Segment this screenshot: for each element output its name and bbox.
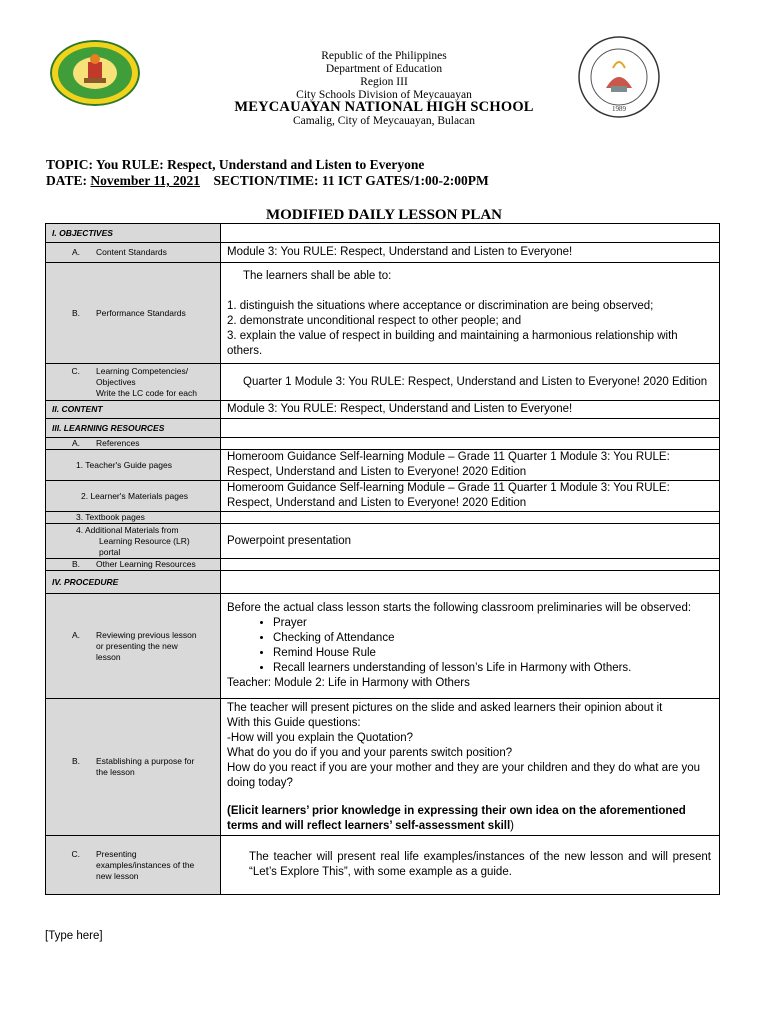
section-value: 11 ICT GATES/1:00-2:00PM <box>321 173 489 188</box>
header-region: Region III <box>360 76 408 88</box>
table-row <box>46 512 720 524</box>
topic-value: You RULE: Respect, Understand and Listen to Everyone <box>95 157 425 172</box>
header-division: City Schools Division of Meycauayan <box>296 89 472 101</box>
table-row <box>46 481 720 512</box>
value-learners-materials: Homeroom Guidance Self-learning Module – Grade 11 Quarter 1 Module 3: You RULE: Respect, Understand and Listen to Everyone! 2020 Edition <box>221 481 720 512</box>
preliminaries-list <box>227 616 713 676</box>
table-row: A. Content Standards Module 3: You RULE: Respect, Understand and Listen to Everyone! <box>46 243 720 263</box>
table-row: C. Learning Competencies/ Objectives Write the LC code for each Quarter 1 Module 3: You RULE: Respect, Understand and Listen to Everyone! 2020 Edition <box>46 364 720 401</box>
label-references: References <box>96 438 140 448</box>
topic-label: TOPIC: <box>46 157 94 172</box>
date-value: November 11, 2021 <box>90 173 201 188</box>
value-performance-standards: The learners shall be able to: 1. distinguish the situations where acceptance or discrimination are being observed; 2. demonstrate unconditional respect to other people; and 3. explain the value of respect in building and maintaining a harmonious relationship with others. <box>221 263 720 364</box>
table-row: B. Performance Standards The learners shall be able to: 1. distinguish the situations where acceptance or discrimination are being observed; 2. demonstrate unconditional respect to other people; and 3. explain the value of respect in building and maintaining a harmonious relationship with others. <box>46 263 720 364</box>
plan-title: MODIFIED DAILY LESSON PLAN <box>265 207 502 223</box>
section-content: II. CONTENT <box>52 404 103 414</box>
header-department: Department of Education <box>325 63 443 75</box>
value-teachers-guide: Homeroom Guidance Self-learning Module – Grade 11 Quarter 1 Module 3: You RULE: Respect, Understand and Listen to Everyone! 2020 Edition <box>221 450 720 481</box>
seal-year: 1989 <box>612 105 626 113</box>
value-additional-materials: Powerpoint presentation <box>221 524 720 559</box>
label-textbook: 3. Textbook pages <box>76 512 145 522</box>
label-competencies: Learning Competencies/ Objectives Write the LC code for each <box>96 365 197 398</box>
date-label: DATE: <box>46 173 88 188</box>
label-other-resources: Other Learning Resources <box>96 559 196 569</box>
value-content: Module 3: You RULE: Respect, Understand and Listen to Everyone! <box>221 401 720 419</box>
label-performance-standards: Performance Standards <box>96 307 186 318</box>
lesson-plan-table <box>45 223 720 895</box>
table-row: C. Presenting examples/instances of the new lesson The teacher will present real life examples/instances of the new lesson and will present “Let’s Explore This”, with some example as a guide. <box>46 836 720 895</box>
footer-placeholder: [Type here] <box>45 930 103 942</box>
label-presenting: Presenting examples/instances of the new lesson <box>96 848 195 881</box>
topic-line <box>46 157 424 173</box>
table-row: A. References <box>46 438 720 450</box>
table-row <box>46 450 720 481</box>
value-content-standards: Module 3: You RULE: Respect, Understand and Listen to Everyone! <box>221 243 720 263</box>
table-row <box>46 419 720 438</box>
school-address: Camalig, City of Meycauayan, Bulacan <box>292 115 476 127</box>
list-item: • Checking of Attendance <box>273 631 713 646</box>
label-purpose: Establishing a purpose for the lesson <box>96 756 195 777</box>
table-row: A. Reviewing previous lesson or presenting the new lesson Before the actual class lesson starts the following classroom preliminaries will be observed: • Prayer • Checking of Attendance • Remind House Rule • Recall learners understanding of lesson’s Life in Harmony with Others. Teacher: Module 2: Life in Harmony with Others <box>46 594 720 699</box>
section-resources: III. LEARNING RESOURCES <box>52 422 165 433</box>
value-competencies: Quarter 1 Module 3: You RULE: Respect, Understand and Listen to Everyone! 2020 Edition <box>221 364 720 401</box>
value-presenting: The teacher will present real life examples/instances of the new lesson and will present “Let’s Explore This”, with some example as a guide. <box>221 836 720 895</box>
table-row <box>46 571 720 594</box>
table-row <box>46 401 720 419</box>
label-reviewing: Reviewing previous lesson or presenting the new lesson <box>96 629 197 662</box>
label-learners-materials: 2. Learner's Materials pages <box>81 490 188 501</box>
section-procedure: IV. PROCEDURE <box>52 576 119 587</box>
header-republic: Republic of the Philippines <box>321 50 447 62</box>
table-row <box>46 224 720 243</box>
list-item: • Prayer <box>273 616 713 631</box>
table-row: B. Other Learning Resources <box>46 559 720 571</box>
section-objectives: I. OBJECTIVES <box>52 227 113 238</box>
section-label: SECTION/TIME: <box>213 173 319 188</box>
label-teachers-guide: 1. Teacher's Guide pages <box>76 459 172 470</box>
list-item: • Remind House Rule <box>273 646 713 661</box>
date-line <box>46 173 489 189</box>
label-content-standards: Content Standards <box>96 247 167 257</box>
label-additional-materials: 4. Additional Materials from Learning Resource (LR) portal <box>76 524 190 557</box>
value-purpose: The teacher will present pictures on the slide and asked learners their opinion about it With this Guide questions: -How will you explain the Quotation? What do you do if you and your parents switch position? How do you react if you are your mother and they are your children and they do what are you doing today? (Elicit learners’ prior knowledge in expressing their own idea on the aforementioned terms and will reflect learners’ self-assessment skill) <box>221 699 720 836</box>
table-row <box>46 524 720 559</box>
value-reviewing: Before the actual class lesson starts the following classroom preliminaries will be observed: • Prayer • Checking of Attendance • Remind House Rule • Recall learners understanding of lesson’s Life in Harmony with Others. Teacher: Module 2: Life in Harmony with Others <box>221 594 720 699</box>
list-item: • Recall learners understanding of lesson’s Life in Harmony with Others. <box>273 661 713 676</box>
table-row: B. Establishing a purpose for the lesson The teacher will present pictures on the slide and asked learners their opinion about it With this Guide questions: -How will you explain the Quotation? What do you do if you and your parents switch position? How do you react if you are your mother and they are your children and they do what are you doing today? (Elicit learners’ prior knowledge in expressing their own idea on the aforementioned terms and will reflect learners’ self-assessment skill) <box>46 699 720 836</box>
school-name: MEYCAUAYAN NATIONAL HIGH SCHOOL <box>234 99 534 115</box>
